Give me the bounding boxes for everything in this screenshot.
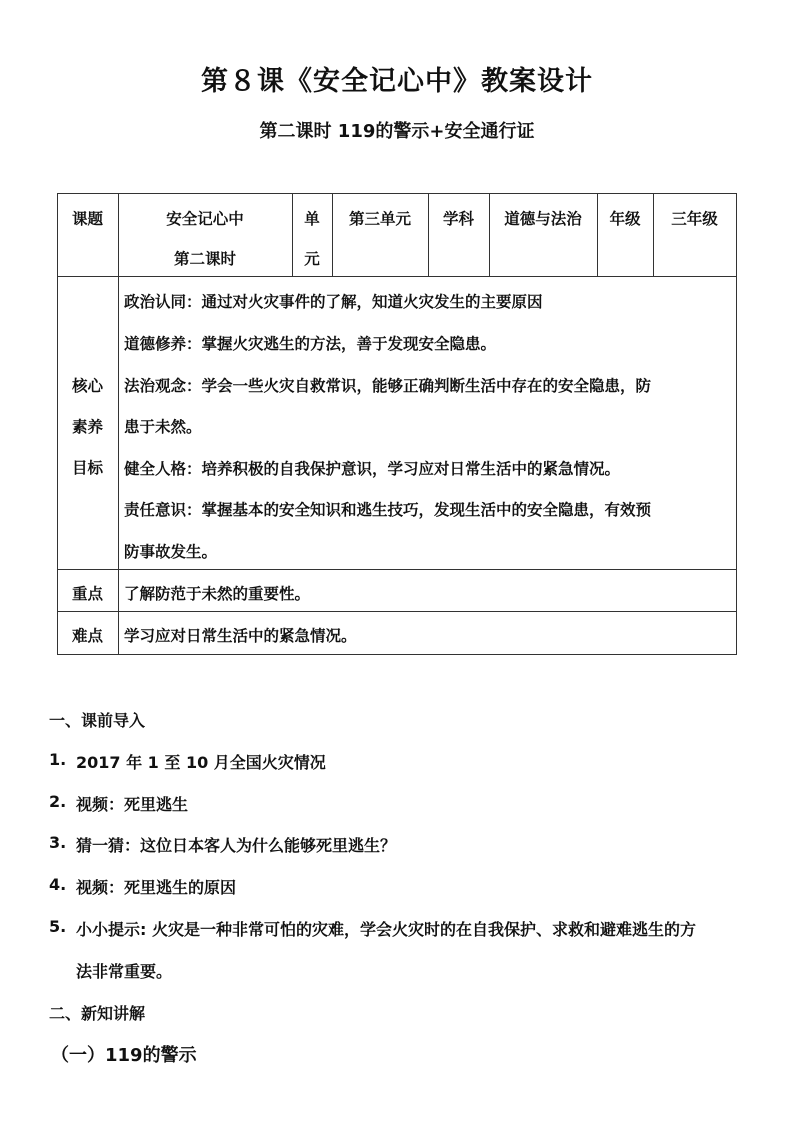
difficulty-value: 学习应对日常生活中的紧急情况。 (124, 627, 357, 645)
core-goal-responsibility: 责任意识：掌握基本的安全知识和逃生技巧，发现生活中的安全隐患，有效预 (124, 501, 652, 519)
list-item-number: 5. (49, 917, 67, 936)
lesson-name: 安全记心中 (166, 210, 244, 228)
list-item: 2017 年 1 至 10 月全国火灾情况 (76, 753, 326, 772)
list-item-number: 2. (49, 792, 67, 811)
core-goal-personality: 健全人格：培养积极的自我保护意识，学习应对日常生活中的紧急情况。 (124, 460, 621, 478)
unit-label-line1: 单 (304, 210, 320, 228)
subject-value: 道德与法治 (504, 210, 582, 228)
list-item-number: 1. (49, 750, 67, 769)
difficulty-label: 难点 (71, 627, 103, 645)
grade-label: 年级 (609, 210, 641, 228)
section-heading-new-knowledge: 二、新知讲解 (49, 1004, 146, 1023)
section-heading-pre-class: 一、课前导入 (49, 711, 146, 730)
list-item: 视频：死里逃生的原因 (76, 878, 237, 897)
core-goal-political: 政治认同：通过对火灾事件的了解，知道火灾发生的主要原因 (124, 293, 543, 311)
table-border-right (736, 193, 737, 655)
table-column-divider-5 (489, 193, 490, 276)
core-goal-moral: 道德修养：掌握火灾逃生的方法，善于发现安全隐患。 (124, 335, 497, 353)
document-title: 第８课《安全记心中》教案设计 (201, 66, 593, 97)
list-item: 小小提示: 火灾是一种非常可怕的灾难，学会火灾时的在自我保护、求救和避难逃生的方 (76, 920, 696, 939)
table-column-divider-4 (428, 193, 429, 276)
table-row-divider-1 (57, 276, 737, 277)
list-item: 视频：死里逃生 (76, 795, 189, 814)
core-goal-responsibility-continued: 防事故发生。 (124, 543, 218, 561)
key-point-value: 了解防范于未然的重要性。 (124, 585, 311, 603)
lesson-info-table (57, 193, 737, 655)
table-column-divider-3 (332, 193, 333, 276)
table-column-divider-6 (597, 193, 598, 276)
core-label-line3: 目标 (71, 459, 103, 477)
core-label-line1: 核心 (71, 377, 103, 395)
table-row-divider-2 (57, 569, 737, 570)
subsection-heading-119-warning: （一）119的警示 (51, 1045, 197, 1066)
core-goal-legal: 法治观念：学会一些火灾自救常识，能够正确判断生活中存在的安全隐患，防 (124, 377, 652, 395)
table-column-divider-7 (653, 193, 654, 276)
table-border-bottom (57, 654, 737, 655)
table-row-divider-3 (57, 611, 737, 612)
list-item-number: 3. (49, 833, 67, 852)
lesson-label: 课题 (71, 210, 103, 228)
list-item-continuation: 法非常重要。 (76, 962, 173, 981)
lesson-period: 第二课时 (173, 250, 236, 268)
unit-value: 第三单元 (348, 210, 411, 228)
table-border-top (57, 193, 737, 194)
grade-value: 三年级 (671, 210, 718, 228)
unit-label-line2: 元 (304, 250, 320, 268)
key-point-label: 重点 (71, 585, 103, 603)
list-item-number: 4. (49, 875, 67, 894)
document-subtitle: 第二课时 119的警示+安全通行证 (259, 121, 535, 142)
subject-label: 学科 (442, 210, 474, 228)
list-item: 猜一猜：这位日本客人为什么能够死里逃生？ (76, 836, 397, 855)
core-label-line2: 素养 (71, 418, 103, 436)
core-goal-legal-continued: 患于未然。 (124, 418, 202, 436)
